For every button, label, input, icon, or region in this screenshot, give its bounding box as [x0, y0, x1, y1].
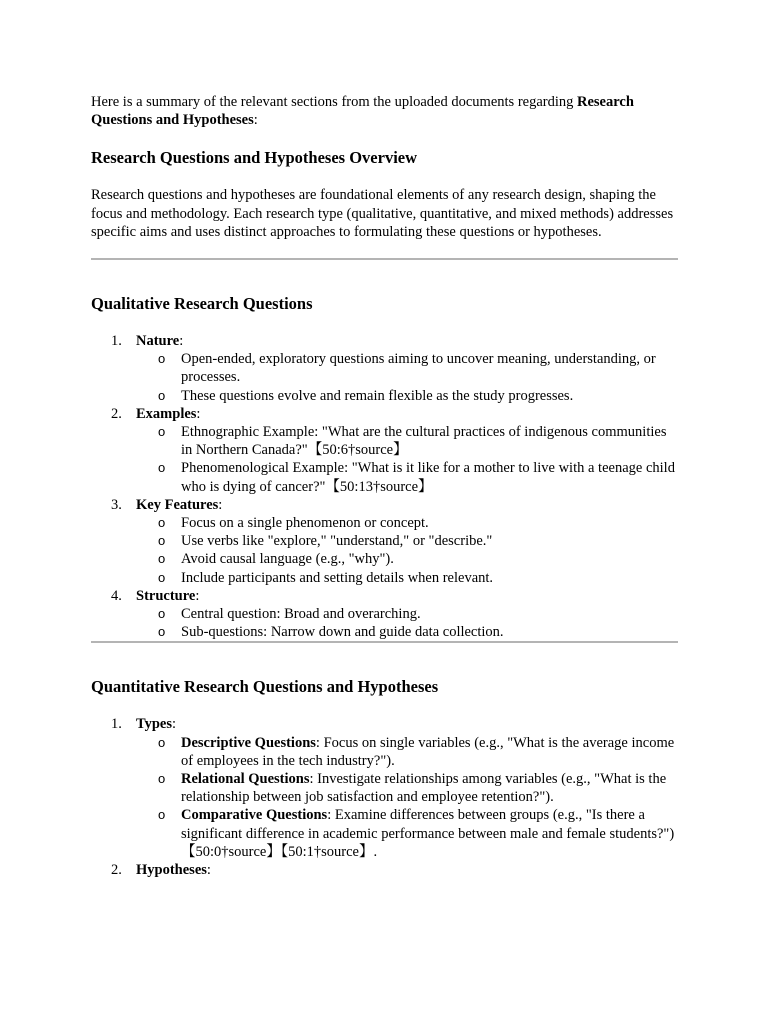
- sub-item-text: : Examine differences between groups (e.g., "Is there a significant difference in academic performance between male and female students?")【50:0†source】【50:1†source】.: [181, 807, 675, 860]
- quantitative-list: [91, 715, 681, 879]
- sub-item-text: Central question: Broad and overarching.: [181, 606, 421, 623]
- quantitative-list-item: [91, 715, 681, 861]
- list-number: 3.: [111, 496, 122, 513]
- sub-list-item: [136, 623, 681, 641]
- overview-heading: Research Questions and Hypotheses Overview: [91, 148, 418, 168]
- sub-list: [136, 514, 681, 587]
- sub-item-bold: Relational Questions: [181, 771, 310, 788]
- qualitative-heading: Qualitative Research Questions: [91, 294, 313, 314]
- sub-list-item: [136, 387, 681, 405]
- qualitative-list-item: [91, 496, 681, 587]
- sub-list: [136, 605, 681, 641]
- list-item-heading: Key Features:: [136, 496, 223, 513]
- bullet-icon: o: [158, 351, 166, 367]
- sub-item-text: These questions evolve and remain flexible as the study progresses.: [181, 387, 574, 404]
- bullet-icon: o: [158, 460, 166, 476]
- sub-item-text: Ethnographic Example: "What are the cultural practices of indigenous communities in Northern Canada?"【50:6†source】: [181, 424, 667, 459]
- list-item-heading: Structure:: [136, 587, 200, 604]
- bullet-icon: o: [158, 515, 166, 531]
- list-number: 2.: [111, 405, 122, 422]
- sub-list-item: [136, 770, 681, 806]
- list-item-heading: Types:: [136, 716, 177, 733]
- qualitative-list-item: [91, 332, 681, 405]
- list-item-heading: Examples:: [136, 405, 201, 422]
- bullet-icon: o: [158, 533, 166, 549]
- sub-list-item: [136, 514, 681, 532]
- sub-item-text: Sub-questions: Narrow down and guide data collection.: [181, 624, 504, 641]
- sub-item-text: Phenomenological Example: "What is it like for a mother to live with a teenage child who is dying of cancer?"【50:13†source】: [181, 460, 675, 495]
- bullet-icon: o: [158, 387, 166, 403]
- section-divider: [91, 258, 678, 260]
- sub-item-bold: Descriptive Questions: [181, 734, 316, 751]
- sub-list-item: [136, 423, 681, 459]
- sub-list: [136, 350, 681, 405]
- sub-list: [136, 423, 681, 496]
- list-item-title: Hypotheses: [136, 862, 207, 879]
- bullet-icon: o: [158, 424, 166, 440]
- list-item-heading: Hypotheses:: [136, 862, 211, 879]
- document-page: [91, 93, 681, 879]
- sub-item-text: Include participants and setting details when relevant.: [181, 569, 494, 586]
- list-item-title: Structure: [136, 587, 196, 604]
- list-item-heading: Nature:: [136, 333, 184, 350]
- sub-list-item: [136, 350, 681, 386]
- list-item-title: Types: [136, 716, 172, 733]
- bullet-icon: o: [158, 624, 166, 640]
- list-item-title: Nature: [136, 333, 180, 350]
- sub-list-item: [136, 806, 681, 861]
- bullet-icon: o: [158, 551, 166, 567]
- list-number: 1.: [111, 333, 122, 350]
- section-divider: [91, 641, 678, 643]
- sub-list: [136, 734, 681, 861]
- sub-list-item: [136, 459, 681, 495]
- sub-list-item: [136, 532, 681, 550]
- list-item-title: Key Features: [136, 496, 219, 513]
- qualitative-list-item: [91, 405, 681, 496]
- sub-item-text: Use verbs like "explore," "understand," or "describe.": [181, 533, 493, 550]
- sub-list-item: [136, 734, 681, 770]
- qualitative-list-item: [91, 587, 681, 642]
- sub-item-text: : Focus on single variables (e.g., "What is the average income of employees in the tech industry?").: [181, 734, 675, 769]
- intro-bold-topic: Research Questions and Hypotheses: [91, 94, 634, 129]
- quantitative-heading: Quantitative Research Questions and Hypotheses: [91, 677, 439, 697]
- bullet-icon: o: [158, 734, 166, 750]
- bullet-icon: o: [158, 771, 166, 787]
- list-number: 4.: [111, 587, 122, 604]
- list-number: 1.: [111, 716, 122, 733]
- sub-item-bold: Comparative Questions: [181, 807, 328, 824]
- sub-list-item: [136, 569, 681, 587]
- sub-item-text: Focus on a single phenomenon or concept.: [181, 515, 429, 532]
- qualitative-list: [91, 332, 681, 641]
- list-number: 2.: [111, 862, 122, 879]
- sub-list-item: [136, 605, 681, 623]
- quantitative-list-item: [91, 861, 681, 879]
- overview-paragraph: Research questions and hypotheses are foundational elements of any research design, shaping the focus and methodology. Each research type (qualitative, quantitative, and mixed methods) addresses specific aims and uses distinct approaches to formulating these questions or hypotheses.: [91, 187, 674, 240]
- sub-item-text: Open-ended, exploratory questions aiming to uncover meaning, understanding, or processes.: [181, 351, 656, 386]
- bullet-icon: o: [158, 807, 166, 823]
- bullet-icon: o: [158, 606, 166, 622]
- sub-item-text: Avoid causal language (e.g., "why").: [181, 551, 394, 568]
- list-item-title: Examples: [136, 405, 197, 422]
- sub-item-text: : Investigate relationships among variables (e.g., "What is the relationship between job satisfaction and employee retention?").: [181, 771, 667, 806]
- intro-paragraph: Here is a summary of the relevant sections from the uploaded documents regarding Research Questions and Hypotheses:: [91, 94, 634, 129]
- bullet-icon: o: [158, 569, 166, 585]
- sub-list-item: [136, 550, 681, 568]
